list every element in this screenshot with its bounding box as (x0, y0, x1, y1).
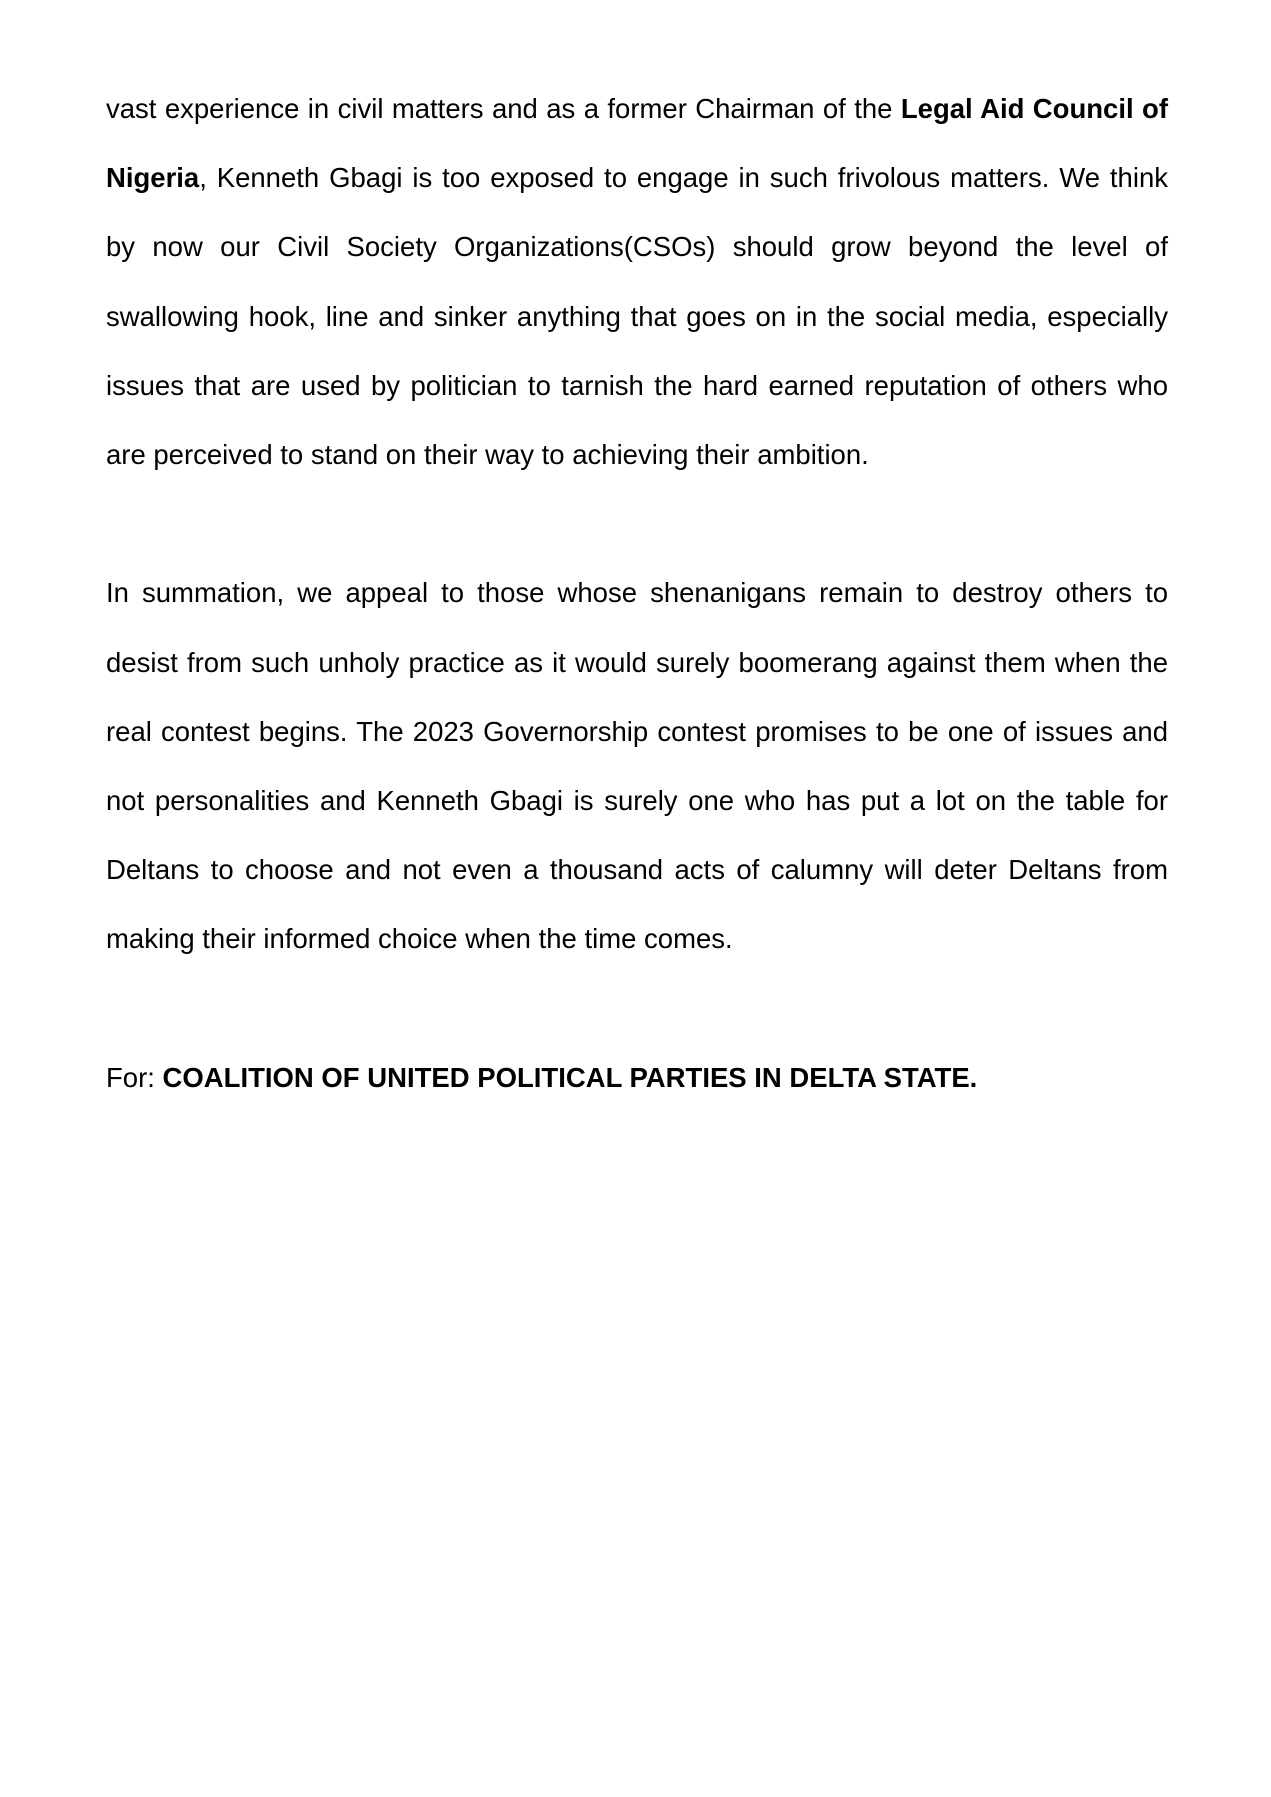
paragraph-spacer (106, 489, 1168, 558)
paragraph-spacer (106, 974, 1168, 1043)
paragraph-1-text-before: vast experience in civil matters and as a former Chairman of the (106, 93, 901, 124)
paragraph-reputation (106, 74, 1168, 489)
paragraph-2-text: In summation, we appeal to those whose shenanigans remain to destroy others to desist from such unholy practice as it would surely boomerang against them when the real contest begins. The 2023 Governorship contest promises to be one of issues and not personalities and Kenneth Gbagi is surely one who has put a lot on the table for Deltans to choose and not even a thousand acts of calumny will deter Deltans from making their informed choice when the time comes. (106, 577, 1168, 955)
document-body (106, 74, 1168, 1112)
paragraph-1-text-after: , Kenneth Gbagi is too exposed to engage in such frivolous matters. We think by now our Civil Society Organizations(CSOs) should grow beyond the level of swallowing hook, line and sinker anything that goes on in the social media, especially issues that are used by politician to tarnish the hard earned reputation of others who are perceived to stand on their way to achieving their ambition. (106, 162, 1168, 471)
paragraph-summation (106, 558, 1168, 973)
signature-prefix: For: (106, 1061, 163, 1093)
legal-aid-council-name: Legal Aid Council of Nigeria (106, 93, 1168, 194)
signature-organization: COALITION OF UNITED POLITICAL PARTIES IN DELTA STATE. (162, 1061, 978, 1093)
signature-line (106, 1043, 1168, 1112)
